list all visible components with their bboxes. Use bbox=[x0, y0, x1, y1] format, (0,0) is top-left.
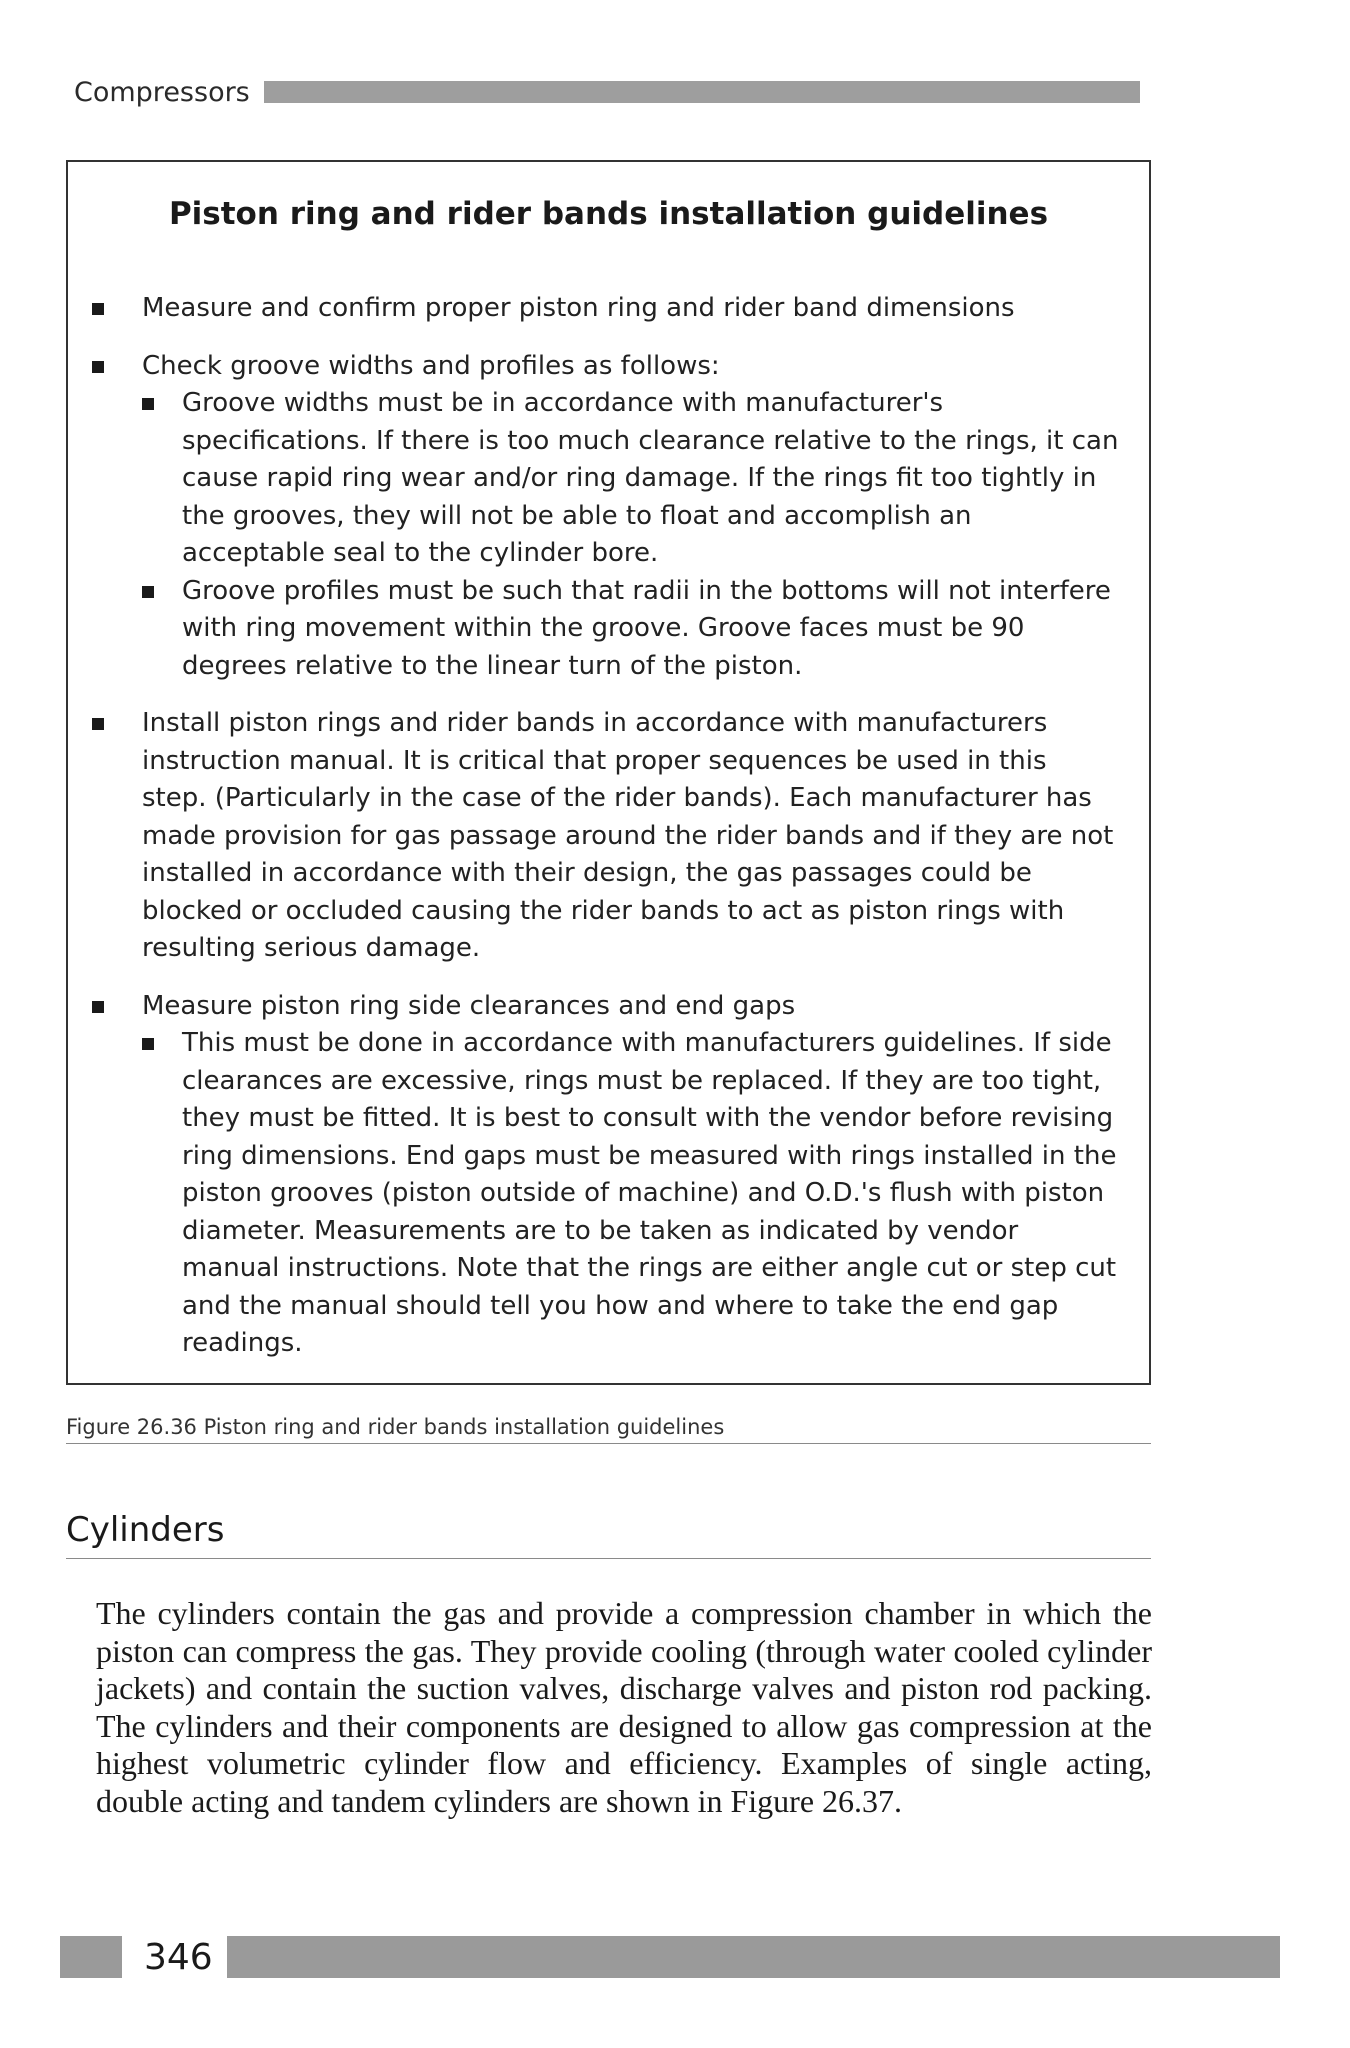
page-footer bbox=[60, 1932, 1280, 1982]
section-heading: Cylinders bbox=[66, 1510, 1151, 1559]
square-bullet-icon bbox=[142, 398, 154, 410]
figure-caption: Figure 26.36 Piston ring and rider bands installation guidelines bbox=[66, 1415, 1151, 1444]
list-item-text: Measure and confirm proper piston ring and rider band dimensions bbox=[142, 293, 1015, 323]
sub-list-item-text: Groove widths must be in accordance with manufacturer's specifications. If there is too much clearance relative to the rings, it can cause rapid ring wear and/or ring damage. If the rings fit too tightly in the grooves, they will not be able to float and accomplish an acceptable seal to the cylinder bore. bbox=[182, 388, 1119, 568]
figure-title: Piston ring and rider bands installation guidelines bbox=[168, 196, 1049, 232]
footer-rule-bar bbox=[227, 1936, 1280, 1978]
sub-list-item-text: Groove profiles must be such that radii in the bottoms will not interfere with ring movement within the groove. Groove faces must be 90 degrees relative to the linear turn of the piston. bbox=[182, 575, 1111, 681]
square-bullet-icon bbox=[142, 1038, 154, 1050]
sub-list bbox=[142, 385, 1119, 685]
list-item-text: Check groove widths and profiles as follows: bbox=[142, 350, 720, 381]
list-item-text: Install piston rings and rider bands in accordance with manufacturers instruction manual. It is critical that proper sequences be used in this step. (Particularly in the case of the rider bands). Each manufacturer has made provision for gas passage around the rider bands and if they are not installed in accordance with their design, the gas passages could be blocked or occluded causing the rider bands to act as piston rings with resulting serious damage. bbox=[142, 708, 1114, 963]
square-bullet-icon bbox=[92, 303, 104, 315]
list-item bbox=[92, 988, 1119, 1363]
guidelines-list bbox=[92, 290, 1119, 1383]
list-item bbox=[92, 348, 1119, 686]
sub-list-item bbox=[142, 1025, 1119, 1363]
running-header bbox=[74, 72, 1140, 112]
list-item bbox=[92, 290, 1119, 328]
running-header-title: Compressors bbox=[74, 76, 250, 108]
square-bullet-icon bbox=[142, 586, 154, 598]
sub-list-item bbox=[142, 385, 1119, 573]
square-bullet-icon bbox=[92, 718, 104, 730]
sub-list-item-text: This must be done in accordance with manufacturers guidelines. If side clearances are excessive, rings must be replaced. If they are too tight, they must be fitted. It is best to consult with the vendor before revising ring dimensions. End gaps must be measured with rings installed in the piston grooves (piston outside of machine) and O.D.'s flush with piston diameter. Measurements are to be taken as indicated by vendor manual instructions. Note that the rings are either angle cut or step cut and the manual should tell you how and where to take the end gap readings. bbox=[182, 1028, 1117, 1358]
square-bullet-icon bbox=[92, 1001, 104, 1013]
guidelines-figure-box bbox=[66, 160, 1151, 1385]
header-rule-bar bbox=[264, 81, 1140, 103]
page-number: 346 bbox=[144, 1936, 213, 1978]
body-paragraph: The cylinders contain the gas and provide a compression chamber in which the piston can compress the gas. They provide cooling (through water cooled cylinder jackets) and contain the suction valves, discharge valves and piston rod packing. The cylinders and their components are designed to allow gas compression at the highest volumetric cylinder flow and efficiency. Examples of single acting, double acting and tandem cylinders are shown in Figure 26.37. bbox=[96, 1595, 1152, 1819]
list-item-text: Measure piston ring side clearances and end gaps bbox=[142, 990, 796, 1021]
square-bullet-icon bbox=[92, 361, 104, 373]
footer-left-block bbox=[60, 1936, 122, 1978]
sub-list-item bbox=[142, 573, 1119, 686]
sub-list bbox=[142, 1025, 1119, 1363]
list-item bbox=[92, 705, 1119, 968]
